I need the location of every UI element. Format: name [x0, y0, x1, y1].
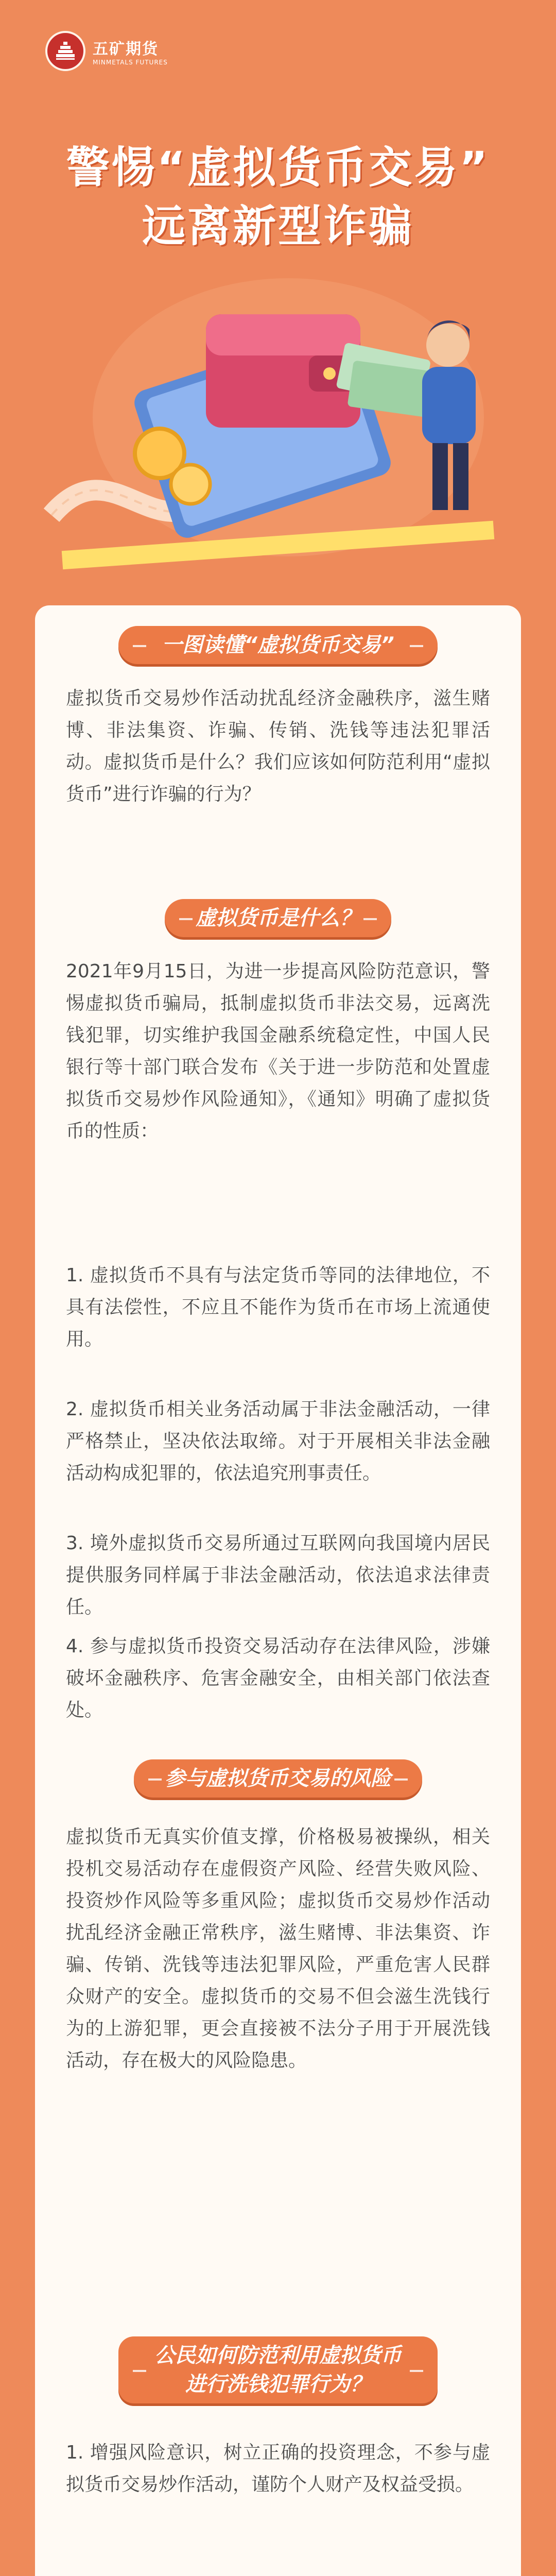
content-card — [35, 605, 521, 2576]
section-paragraph: 1. 虚拟货币不具有与法定货币等同的法律地位，不具有法偿性，不应且不能作为货币在市场上流通使用。 — [66, 1265, 490, 1350]
hero-title-line2: 远离新型诈骗 — [142, 201, 414, 251]
brand-logo — [45, 31, 168, 71]
section-paragraph: 1. 增强风险意识，树立正确的投资理念，不参与虚拟货币交易炒作活动，谨防个人财产及权益受损。 — [66, 2442, 490, 2495]
section-paragraph: 2. 虚拟货币相关业务活动属于非法金融活动，一律严格禁止，坚决依法取缔。对于开展相关非法金融活动构成犯罪的，依法追究刑事责任。 — [66, 1399, 490, 1484]
brand-name-en: MINMETALS FUTURES — [93, 59, 168, 66]
section-heading-overview: 一图读懂“虚拟货币交易” — [118, 626, 438, 664]
scam-illustration — [21, 247, 535, 587]
section-heading-what-is: 虚拟货币是什么？ — [165, 899, 391, 937]
section-paragraph: 4. 参与虚拟货币投资交易活动存在法律风险，涉嫌破坏金融秩序、危害金融安全，由相关部门依法查处。 — [66, 1636, 490, 1721]
section-paragraph: 3. 境外虚拟货币交易所通过互联网向我国境内居民提供服务同样属于非法金融活动，依法追求法律责任。 — [66, 1533, 490, 1618]
hero-banner — [0, 0, 556, 598]
section-paragraph — [66, 2573, 490, 2576]
minmetals-logo-icon — [45, 31, 85, 71]
section-heading-prevention — [118, 2336, 438, 2403]
section-heading-line: 进行洗钱犯罪行为？ — [185, 2372, 371, 2396]
section-paragraph: 虚拟货币无真实价值支撑，价格极易被操纵，相关投机交易活动存在虚假资产风险、经营失败风险、投资炒作风险等多重风险；虚拟货币交易炒作活动扰乱经济金融正常秩序，滋生赌博、非法集资、诈骗、传销、洗钱等违法犯罪风险，严重危害人民群众财产的安全。虚拟货币的交易不但会滋生洗钱行为的上游犯罪，更会直接被不法分子用于开展洗钱活动，存在极大的风险隐患。 — [66, 1826, 490, 2071]
section-heading-risks: 参与虚拟货币交易的风险 — [134, 1759, 422, 1798]
section-heading-line: 公民如何防范利用虚拟货币 — [154, 2344, 402, 2367]
brand-name: 五矿期货 — [93, 40, 159, 58]
section-paragraph: 2021年9月15日，为进一步提高风险防范意识，警惕虚拟货币骗局，抵制虚拟货币非法交易，远离洗钱犯罪，切实维护我国金融系统稳定性，中国人民银行等十部门联合发布《关于进一步防范和处置虚拟货币交易炒作风险通知》，《通知》明确了虚拟货币的性质： — [66, 961, 490, 1142]
section-paragraph: 虚拟货币交易炒作活动扰乱经济金融秩序，滋生赌博、非法集资、诈骗、传销、洗钱等违法犯罪活动。虚拟货币是什么？我们应该如何防范利用“虚拟货币”进行诈骗的行为？ — [66, 688, 490, 805]
hero-title-line1: 警惕“虚拟货币交易” — [66, 142, 490, 193]
